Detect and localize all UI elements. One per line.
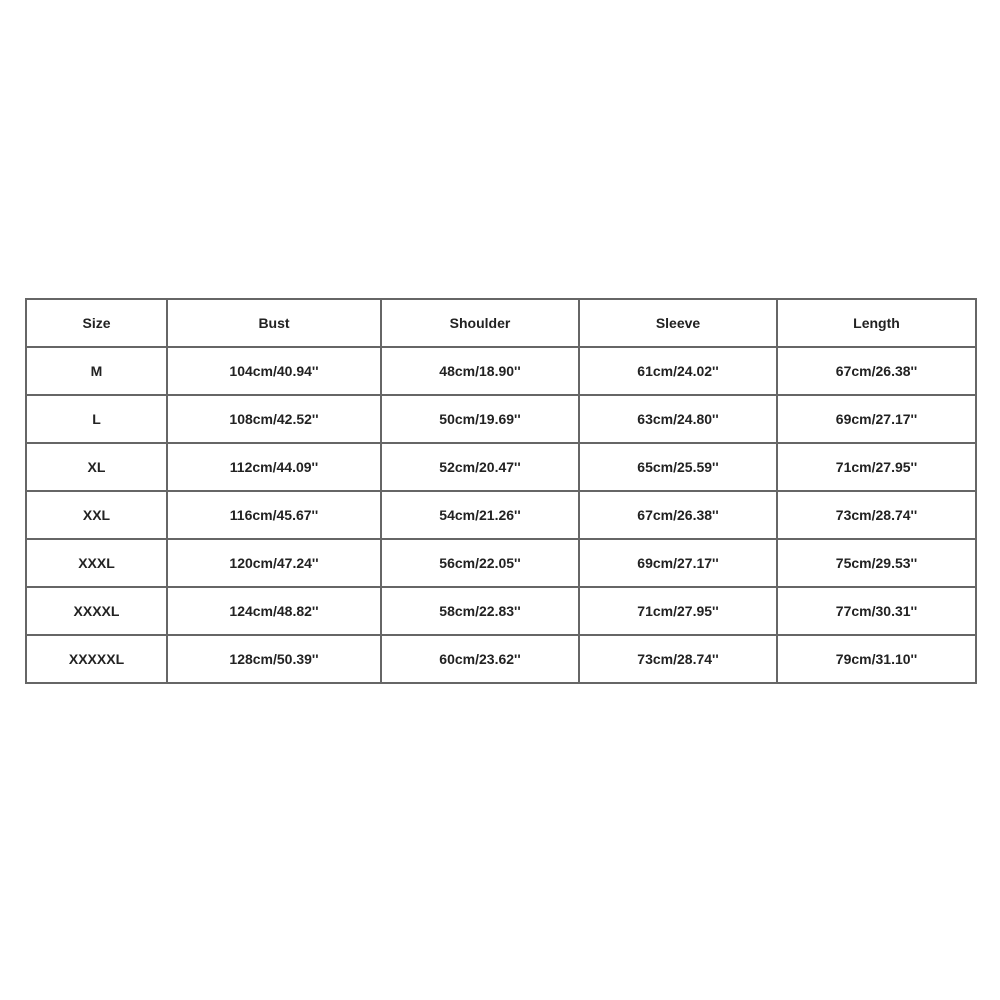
size-cell: XXXL (26, 539, 167, 587)
sleeve-cell: 69cm/27.17'' (579, 539, 777, 587)
size-cell: XL (26, 443, 167, 491)
table-header-row (26, 299, 976, 347)
bust-cell: 124cm/48.82'' (167, 587, 381, 635)
size-cell: XXL (26, 491, 167, 539)
length-cell: 67cm/26.38'' (777, 347, 976, 395)
bust-cell: 128cm/50.39'' (167, 635, 381, 683)
bust-cell: 108cm/42.52'' (167, 395, 381, 443)
shoulder-cell: 60cm/23.62'' (381, 635, 579, 683)
table-row (26, 491, 976, 539)
length-cell: 79cm/31.10'' (777, 635, 976, 683)
size-cell: M (26, 347, 167, 395)
shoulder-cell: 54cm/21.26'' (381, 491, 579, 539)
length-cell: 69cm/27.17'' (777, 395, 976, 443)
table-row (26, 443, 976, 491)
sleeve-cell: 71cm/27.95'' (579, 587, 777, 635)
header-sleeve: Sleeve (579, 299, 777, 347)
bust-cell: 112cm/44.09'' (167, 443, 381, 491)
sleeve-cell: 67cm/26.38'' (579, 491, 777, 539)
header-size: Size (26, 299, 167, 347)
header-shoulder: Shoulder (381, 299, 579, 347)
table-row (26, 539, 976, 587)
size-cell: L (26, 395, 167, 443)
size-cell: XXXXL (26, 587, 167, 635)
shoulder-cell: 48cm/18.90'' (381, 347, 579, 395)
table-row (26, 635, 976, 683)
table-row (26, 587, 976, 635)
table-row (26, 347, 976, 395)
shoulder-cell: 56cm/22.05'' (381, 539, 579, 587)
table-row (26, 395, 976, 443)
length-cell: 73cm/28.74'' (777, 491, 976, 539)
length-cell: 75cm/29.53'' (777, 539, 976, 587)
header-length: Length (777, 299, 976, 347)
sleeve-cell: 61cm/24.02'' (579, 347, 777, 395)
bust-cell: 120cm/47.24'' (167, 539, 381, 587)
header-bust: Bust (167, 299, 381, 347)
size-cell: XXXXXL (26, 635, 167, 683)
shoulder-cell: 58cm/22.83'' (381, 587, 579, 635)
sleeve-cell: 73cm/28.74'' (579, 635, 777, 683)
bust-cell: 116cm/45.67'' (167, 491, 381, 539)
shoulder-cell: 52cm/20.47'' (381, 443, 579, 491)
shoulder-cell: 50cm/19.69'' (381, 395, 579, 443)
sleeve-cell: 65cm/25.59'' (579, 443, 777, 491)
length-cell: 71cm/27.95'' (777, 443, 976, 491)
bust-cell: 104cm/40.94'' (167, 347, 381, 395)
size-chart-table (25, 298, 977, 684)
length-cell: 77cm/30.31'' (777, 587, 976, 635)
sleeve-cell: 63cm/24.80'' (579, 395, 777, 443)
